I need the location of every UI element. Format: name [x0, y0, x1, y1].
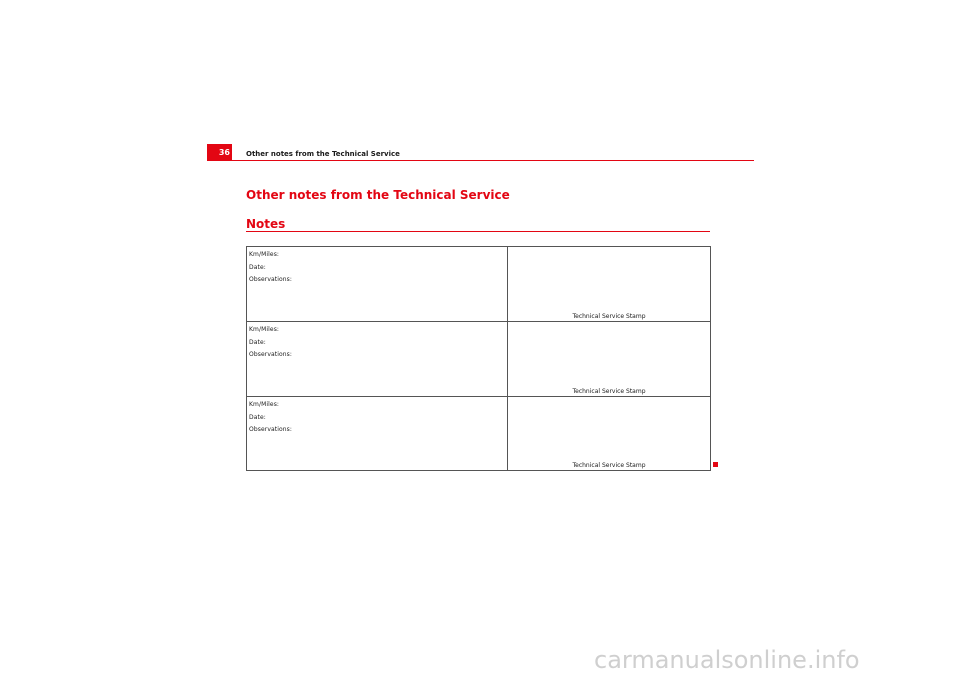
section-end-marker [713, 462, 718, 467]
stamp-cell [508, 397, 710, 470]
km-miles-label: Km/Miles: [249, 401, 280, 408]
note-entry [247, 397, 710, 470]
observations-label: Observations: [249, 276, 292, 283]
notes-table [246, 246, 711, 471]
stamp-label: Technical Service Stamp [572, 388, 646, 395]
stamp-cell [508, 322, 710, 396]
note-fields-cell [247, 397, 508, 470]
observations-label: Observations: [249, 426, 292, 433]
subtitle-divider [246, 231, 710, 232]
stamp-label: Technical Service Stamp [572, 462, 646, 469]
stamp-cell [508, 247, 710, 321]
km-miles-label: Km/Miles: [249, 251, 280, 258]
note-entry [247, 322, 710, 397]
date-label: Date: [249, 338, 266, 346]
km-miles-label: Km/Miles: [249, 326, 280, 333]
date-label: Date: [249, 263, 266, 271]
stamp-label: Technical Service Stamp [572, 313, 646, 320]
section-title: Other notes from the Technical Service [246, 188, 510, 202]
running-header: Other notes from the Technical Service [246, 150, 400, 158]
header-divider [232, 160, 754, 161]
date-label: Date: [249, 413, 266, 421]
notes-subtitle: Notes [246, 217, 286, 231]
note-entry [247, 247, 710, 322]
watermark: carmanualsonline.info [594, 646, 860, 674]
observations-label: Observations: [249, 351, 292, 358]
note-fields-cell [247, 247, 508, 321]
note-fields-cell [247, 322, 508, 396]
page-number: 36 [207, 144, 232, 161]
